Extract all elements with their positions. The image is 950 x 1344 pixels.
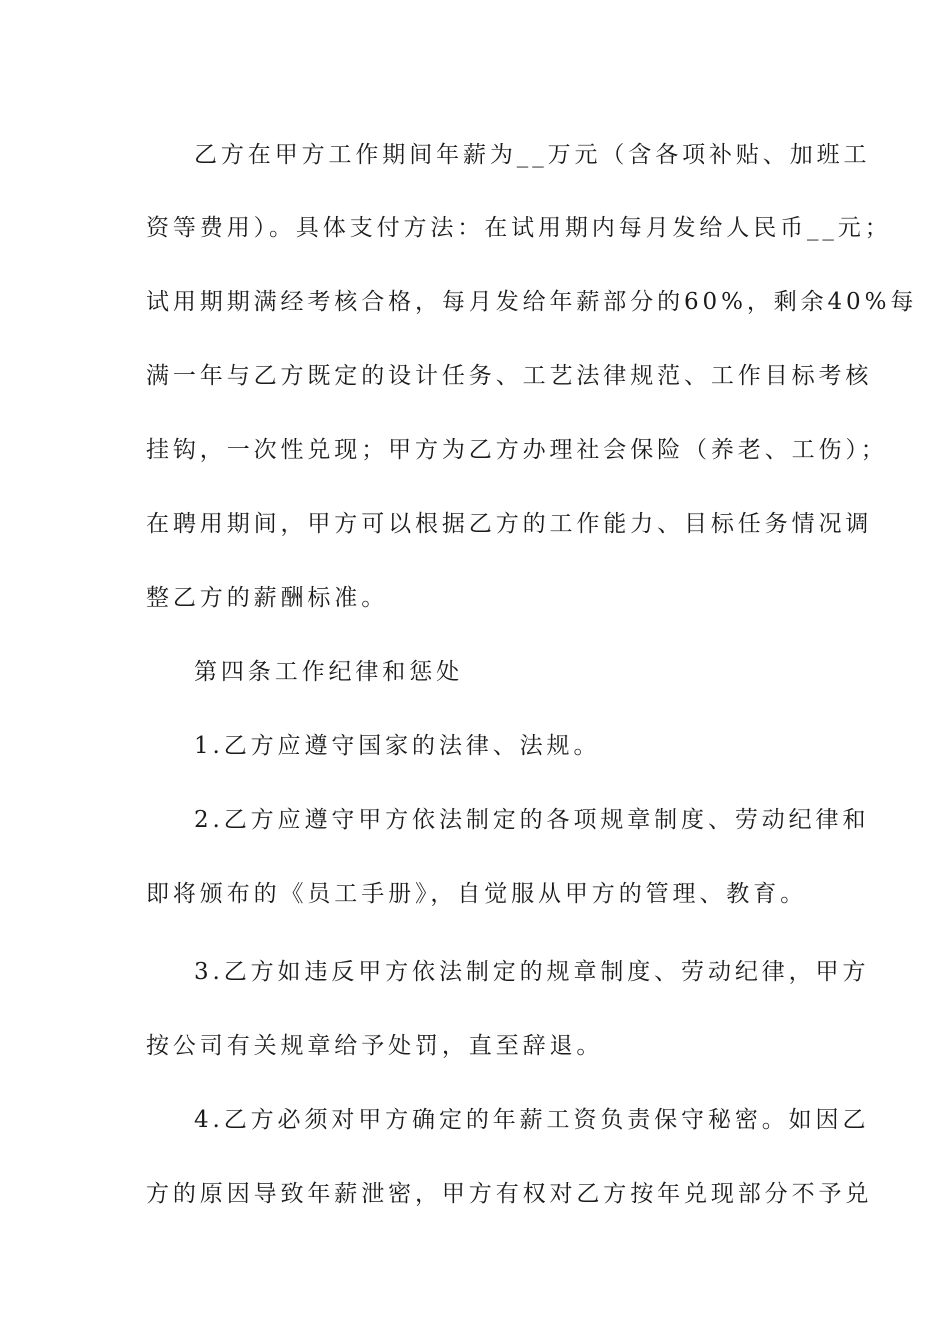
paragraph-salary-line-5: 挂钩，一次性兑现；甲方为乙方办理社会保险（养老、工伤）；: [146, 437, 888, 463]
paragraph-salary-line-2: 资等费用）。具体支付方法：在试用期内每月发给人民币__元；: [146, 215, 892, 241]
clause-3-line-2: 按公司有关规章给予处罚，直至辞退。: [146, 1033, 604, 1059]
paragraph-salary-line-3: 试用期期满经考核合格，每月发给年薪部分的60%，剩余40%每: [146, 289, 918, 315]
paragraph-salary-line-7: 整乙方的薪酬标准。: [146, 585, 389, 611]
section-heading-article-4: 第四条工作纪律和惩处: [194, 659, 463, 685]
paragraph-salary-line-6: 在聘用期间，甲方可以根据乙方的工作能力、目标任务情况调: [146, 511, 873, 537]
clause-4-line-2: 方的原因导致年薪泄密，甲方有权对乙方按年兑现部分不予兑: [146, 1181, 873, 1207]
clause-2-line-2: 即将颁布的《员工手册》，自觉服从甲方的管理、教育。: [146, 881, 807, 907]
paragraph-salary-line-1: 乙方在甲方工作期间年薪为__万元（含各项补贴、加班工: [194, 142, 871, 168]
clause-3-line-1: 3.乙方如违反甲方依法制定的规章制度、劳动纪律，甲方: [194, 959, 870, 985]
clause-4-line-1: 4.乙方必须对甲方确定的年薪工资负责保守秘密。如因乙: [194, 1107, 870, 1133]
clause-2-line-1: 2.乙方应遵守甲方依法制定的各项规章制度、劳动纪律和: [194, 807, 870, 833]
clause-1-line-1: 1.乙方应遵守国家的法律、法规。: [194, 733, 601, 759]
paragraph-salary-line-4: 满一年与乙方既定的设计任务、工艺法律规范、工作目标考核: [146, 363, 873, 389]
